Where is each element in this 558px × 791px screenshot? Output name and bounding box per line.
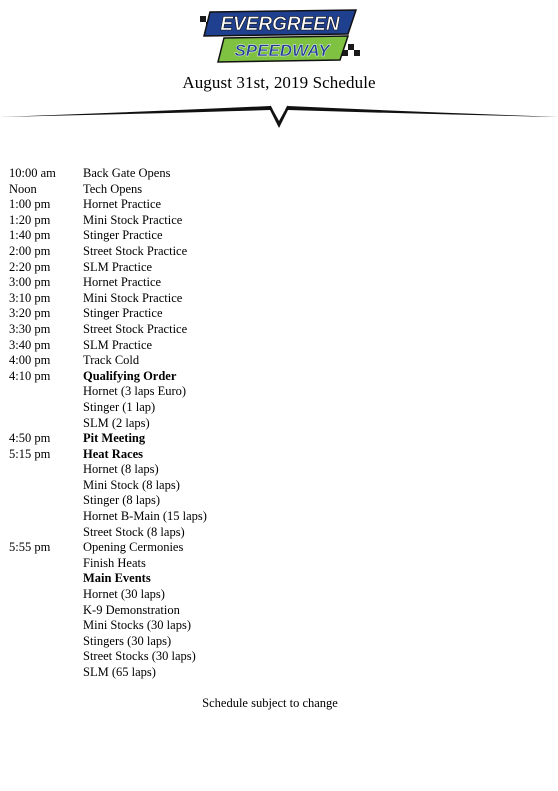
schedule-row (9, 291, 549, 307)
schedule-row (9, 462, 549, 478)
schedule-row (9, 665, 549, 681)
schedule-row (9, 197, 549, 213)
schedule-event: Mini Stock (8 laps) (83, 477, 180, 492)
schedule-event: Mini Stocks (30 laps) (83, 618, 191, 633)
schedule-event: Pit Meeting (83, 431, 146, 446)
schedule-event: SLM Practice (83, 337, 153, 352)
schedule-event: Hornet (8 laps) (83, 462, 159, 477)
schedule-time (9, 478, 83, 494)
schedule-time: 3:00 pm (9, 275, 51, 290)
schedule-row (9, 649, 549, 665)
schedule-row (9, 509, 549, 525)
schedule-row (9, 306, 549, 322)
schedule-row (9, 369, 549, 385)
page-title: August 31st, 2019 Schedule (182, 73, 376, 92)
schedule-event: Mini Stock Practice (83, 290, 183, 305)
schedule-time (9, 509, 83, 525)
schedule-row (9, 416, 549, 432)
schedule-row (9, 525, 549, 541)
schedule-row (9, 447, 549, 463)
schedule-event: Stinger (8 laps) (83, 493, 161, 508)
schedule-event: K-9 Demonstration (83, 602, 180, 617)
schedule-time: 10:00 am (9, 166, 56, 180)
schedule-row (9, 634, 549, 650)
schedule-event: Street Stocks (30 laps) (83, 649, 196, 664)
schedule-event: Finish Heats (83, 555, 146, 570)
schedule-time (9, 525, 83, 541)
schedule-row (9, 587, 549, 603)
schedule-list (9, 166, 549, 681)
schedule-time: 3:10 pm (9, 290, 51, 305)
decorative-divider (0, 100, 558, 130)
schedule-time (9, 416, 83, 432)
schedule-time (9, 384, 83, 400)
schedule-event: Street Stock Practice (83, 243, 188, 258)
schedule-event: Heat Races (83, 446, 144, 461)
schedule-row (9, 166, 549, 182)
schedule-time (9, 618, 83, 634)
schedule-event: Hornet (3 laps Euro) (83, 384, 187, 399)
schedule-time (9, 603, 83, 619)
schedule-row (9, 571, 549, 587)
schedule-event: Street Stock Practice (83, 321, 188, 336)
schedule-event: Hornet (30 laps) (83, 587, 165, 602)
schedule-row (9, 493, 549, 509)
schedule-time: 4:00 pm (9, 353, 51, 368)
schedule-row (9, 603, 549, 619)
schedule-event: Stingers (30 laps) (83, 633, 172, 648)
schedule-time (9, 493, 83, 509)
schedule-time (9, 462, 83, 478)
schedule-time (9, 556, 83, 572)
schedule-event: SLM (2 laps) (83, 415, 150, 430)
schedule-row (9, 213, 549, 229)
evergreen-speedway-logo (196, 8, 362, 66)
schedule-event: Hornet Practice (83, 197, 162, 212)
schedule-time: 3:40 pm (9, 337, 51, 352)
schedule-time: 2:00 pm (9, 243, 51, 258)
schedule-time: 4:10 pm (9, 368, 51, 383)
schedule-row (9, 540, 549, 556)
logo-line2: SPEEDWAY (234, 41, 330, 60)
schedule-time (9, 400, 83, 416)
schedule-event: Stinger Practice (83, 228, 163, 243)
schedule-event: SLM (65 laps) (83, 665, 156, 679)
schedule-row (9, 322, 549, 338)
schedule-row (9, 431, 549, 447)
schedule-row (9, 478, 549, 494)
schedule-event: Track Cold (83, 353, 140, 368)
schedule-time: 1:20 pm (9, 212, 51, 227)
schedule-time (9, 665, 83, 681)
schedule-time: 1:00 pm (9, 197, 51, 212)
schedule-event: Hornet B-Main (15 laps) (83, 509, 207, 524)
schedule-row (9, 244, 549, 260)
schedule-time (9, 649, 83, 665)
schedule-time: 4:50 pm (9, 431, 51, 446)
schedule-event: Tech Opens (83, 181, 143, 196)
schedule-row (9, 618, 549, 634)
schedule-time: 5:55 pm (9, 540, 51, 555)
schedule-event: Street Stock (8 laps) (83, 524, 185, 539)
schedule-time: Noon (9, 181, 37, 196)
schedule-event: Opening Cermonies (83, 540, 184, 555)
schedule-time (9, 571, 83, 587)
schedule-event: Mini Stock Practice (83, 212, 183, 227)
schedule-event: Stinger Practice (83, 306, 163, 321)
schedule-time: 2:20 pm (9, 259, 51, 274)
schedule-event: Main Events (83, 571, 151, 586)
schedule-time: 1:40 pm (9, 228, 51, 243)
schedule-row (9, 556, 549, 572)
schedule-event: Back Gate Opens (83, 166, 171, 180)
schedule-row (9, 228, 549, 244)
schedule-row (9, 260, 549, 276)
schedule-event: Qualifying Order (83, 368, 177, 383)
schedule-row (9, 384, 549, 400)
schedule-time (9, 634, 83, 650)
schedule-time: 5:15 pm (9, 446, 51, 461)
schedule-row (9, 182, 549, 198)
schedule-footer-note: Schedule subject to change (202, 696, 338, 710)
logo-line1: EVERGREEN (220, 14, 340, 35)
schedule-row (9, 275, 549, 291)
schedule-event: SLM Practice (83, 259, 153, 274)
schedule-row (9, 400, 549, 416)
schedule-event: Stinger (1 lap) (83, 399, 156, 414)
schedule-event: Hornet Practice (83, 275, 162, 290)
schedule-row (9, 353, 549, 369)
schedule-row (9, 338, 549, 354)
schedule-time: 3:30 pm (9, 321, 51, 336)
schedule-time: 3:20 pm (9, 306, 51, 321)
schedule-time (9, 587, 83, 603)
